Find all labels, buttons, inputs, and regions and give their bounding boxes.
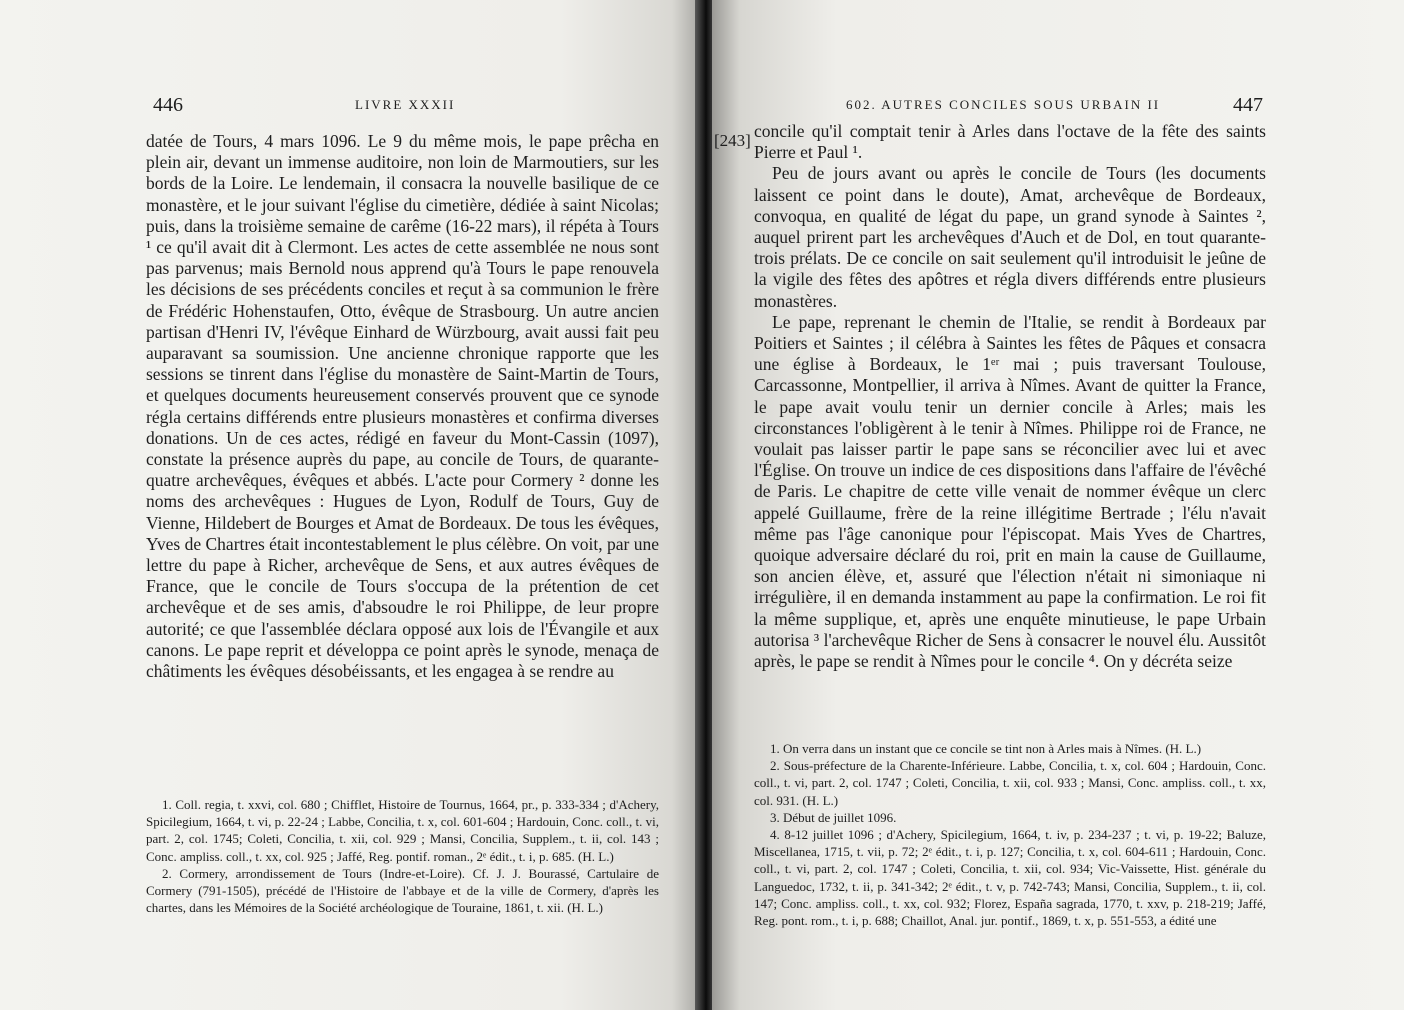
- right-page: [712, 0, 1404, 1010]
- left-page: [0, 0, 700, 1010]
- footnote: 1. On verra dans un instant que ce concile se tint non à Arles mais à Nîmes. (H. L.): [770, 741, 1202, 756]
- right-page-header: [712, 94, 1404, 118]
- footnote: 3. Début de juillet 1096.: [770, 809, 897, 825]
- paragraph: concile qu'il comptait tenir à Arles dans l'octave de la fête des saints Pierre et Paul ¹.: [754, 121, 1266, 163]
- margin-page-number: [243]: [714, 131, 751, 150]
- footnote: 2. Cormery, arrondissement de Tours (Indre-et-Loire). Cf. J. J. Bourassé, Cartulaire de Cormery (791-1505), précédé de l'Histoire de l'abbaye et de la ville de Cormery, d'après les chartes, dans les Mémoires de la Société archéologique de Touraine, 1861, t. xii. (H. L.): [146, 865, 659, 916]
- paragraph: datée de Tours, 4 mars 1096. Le 9 du même mois, le pape prêcha en plein air, devant un immense auditoire, non loin de Marmoutiers, sur les bords de la Loire. Le lendemain, il consacra la nouvelle basilique de ce monastère, et le jour suivant l'église du cimetière, dédiée à saint Nicolas; puis, dans la troisième semaine de carême (16-22 mars), il répéta à Tours ¹ ce qu'il avait dit à Clermont. Les actes de cette assemblée ne nous sont pas parvenus; mais Bernold nous apprend qu'à Tours le pape renouvela les décisions de ses précédents conciles et reçut à sa communion le frère de Frédéric Hohenstaufen, Otto, évêque de Strasbourg. Un autre ancien partisan d'Henri IV, l'évêque Einhard de Würzbourg, avait aussi fait peu auparavant sa soumission. Une ancienne chronique rapporte que les sessions se tinrent dans l'église du monastère de Saint-Martin de Tours, et quelques documents heureusement conservés prouvent que ce synode régla certains différends entre plusieurs monastères et confirma diverses donations. Un de ces actes, rédigé en faveur du Mont-Cassin (1097), constate la présence auprès du pape, au concile de Tours, de quarante-quatre archevêques, évêques et abbés. L'acte pour Cormery ² donne les noms des archevêques : Hugues de Lyon, Rodulf de Tours, Guy de Vienne, Hildebert de Bourges et Amat de Bordeaux. De tous les évêques, Yves de Chartres était incontestablement le plus célèbre. On voit, par une lettre du pape à Richer, archevêque de Sens, et aux autres évêques de France, que le concile de Tours s'occupa de la prétention de cet archevêque et de ses amis, d'absoudre le roi Philippe, de leur propre autorité; ce que l'assemblée déclara opposé aux lois de l'Évangile et aux canons. Le pape reprit et développa ce point après le synode, menaça de châtiments les évêques désobéissants, et les engagea à se rendre au: [146, 131, 659, 682]
- paragraph: Peu de jours avant ou après le concile de Tours (les documents laissent ce point dans le doute), Amat, archevêque de Bordeaux, convoqua, en qualité de légat du pape, un grand synode à Saintes ², auquel prirent part les archevêques d'Auch et de Dol, en tout quarante-trois prélats. De ce concile on sait seulement qu'il introduisit le jeûne de la vigile des fêtes des apôtres et régla divers différends entre plusieurs monastères.: [754, 163, 1266, 311]
- left-page-header: [0, 94, 700, 118]
- running-head: LIVRE XXXII: [355, 97, 456, 112]
- paragraph: Le pape, reprenant le chemin de l'Italie, se rendit à Bordeaux par Poitiers et Saintes ; il célébra à Saintes les fêtes de Pâques et consacra une église à Bordeaux, le 1ᵉʳ mai ; puis traversant Toulouse, Carcassonne, Montpellier, il arriva à Nîmes. Avant de quitter la France, le pape avait voulu tenir un dernier concile à Arles; mais les circonstances l'obligèrent à le tenir à Nîmes. Philippe roi de France, ne voulait pas laisser partir le pape sans se réconcilier avec lui et avec l'Église. On trouve un indice de ces dispositions dans l'affaire de l'évêché de Paris. Le chapitre de cette ville venait de nommer évêque un clerc appelé Guillaume, frère de la reine illégitime Bertrade ; l'élu n'avait même pas l'âge canonique pour l'épiscopat. Mais Yves de Chartres, quoique adversaire déclaré du roi, prit en main la cause de Guillaume, son ancien élève, et, assuré que l'élection n'était ni simoniaque ni irrégulière, il en demanda instamment au pape la confirmation. Le roi fit la même supplique, et, après une enquête minutieuse, le pape Urbain autorisa ³ l'archevêque Richer de Sens à consacrer le nouvel élu. Aussitôt après, le pape se rendit à Nîmes pour le concile ⁴. On y décréta seize: [754, 311, 1266, 672]
- footnote: 1. Coll. regia, t. xxvi, col. 680 ; Chifflet, Histoire de Tournus, 1664, pr., p. 333-334 ; d'Achery, Spicilegium, 1664, t. vi, p. 22-24 ; Labbe, Concilia, t. x, col. 601-604 ; Hardouin, Conc. coll., t. vi, part. 2, col. 1745; Coleti, Concilia, t. xii, col. 929 ; Mansi, Concilia, Supplem., t. ii, col. 143 ; Conc. ampliss. coll., t. xx, col. 925 ; Jaffé, Reg. pontif. roman., 2ᵉ édit., t. i, p. 685. (H. L.): [146, 797, 659, 864]
- footnotes: [754, 740, 1266, 929]
- footnote: 4. 8-12 juillet 1096 ; d'Achery, Spicilegium, 1664, t. iv, p. 234-237 ; t. vi, p. 19-22; Baluze, Miscellanea, 1715, t. vii, p. 72; 2ᵉ édit., t. i, p. 127; Concilia, t. x, col. 604-611 ; Hardouin, Conc. coll., t. vi, part. 2, col. 1747 ; Coleti, Concilia, t. xii, col. 934; Vic-Vaissette, Hist. générale du Languedoc, 1732, t. ii, p. 341-342; 2ᵉ édit., t. v, p. 742-743; Mansi, Concilia, Supplem., t. ii, col. 147; Conc. ampliss. coll., t. xx, col. 932; Florez, España sagrada, 1770, t. xxv, p. 218-219; Jaffé, Reg. pont. rom., t. i, p. 688; Chaillot, Anal. jur. pontif., 1869, t. x, p. 551-553, a édité une: [754, 827, 1266, 929]
- main-text: [754, 121, 1266, 672]
- footnote: 2. Sous-préfecture de la Charente-Inférieure. Labbe, Concilia, t. x, col. 604 ; Hardouin, Conc. coll., t. vi, part. 2, col. 1747 ; Coleti, Concilia, t. xii, col. 933 ; Mansi, Conc. ampliss. coll., t. xx, col. 931. (H. L.): [754, 758, 1266, 808]
- page-number: 446: [153, 94, 183, 116]
- footnotes: [146, 796, 659, 916]
- running-head: 602. AUTRES CONCILES SOUS URBAIN II: [846, 97, 1161, 112]
- main-text: [146, 131, 659, 682]
- page-number: 447: [1233, 94, 1263, 116]
